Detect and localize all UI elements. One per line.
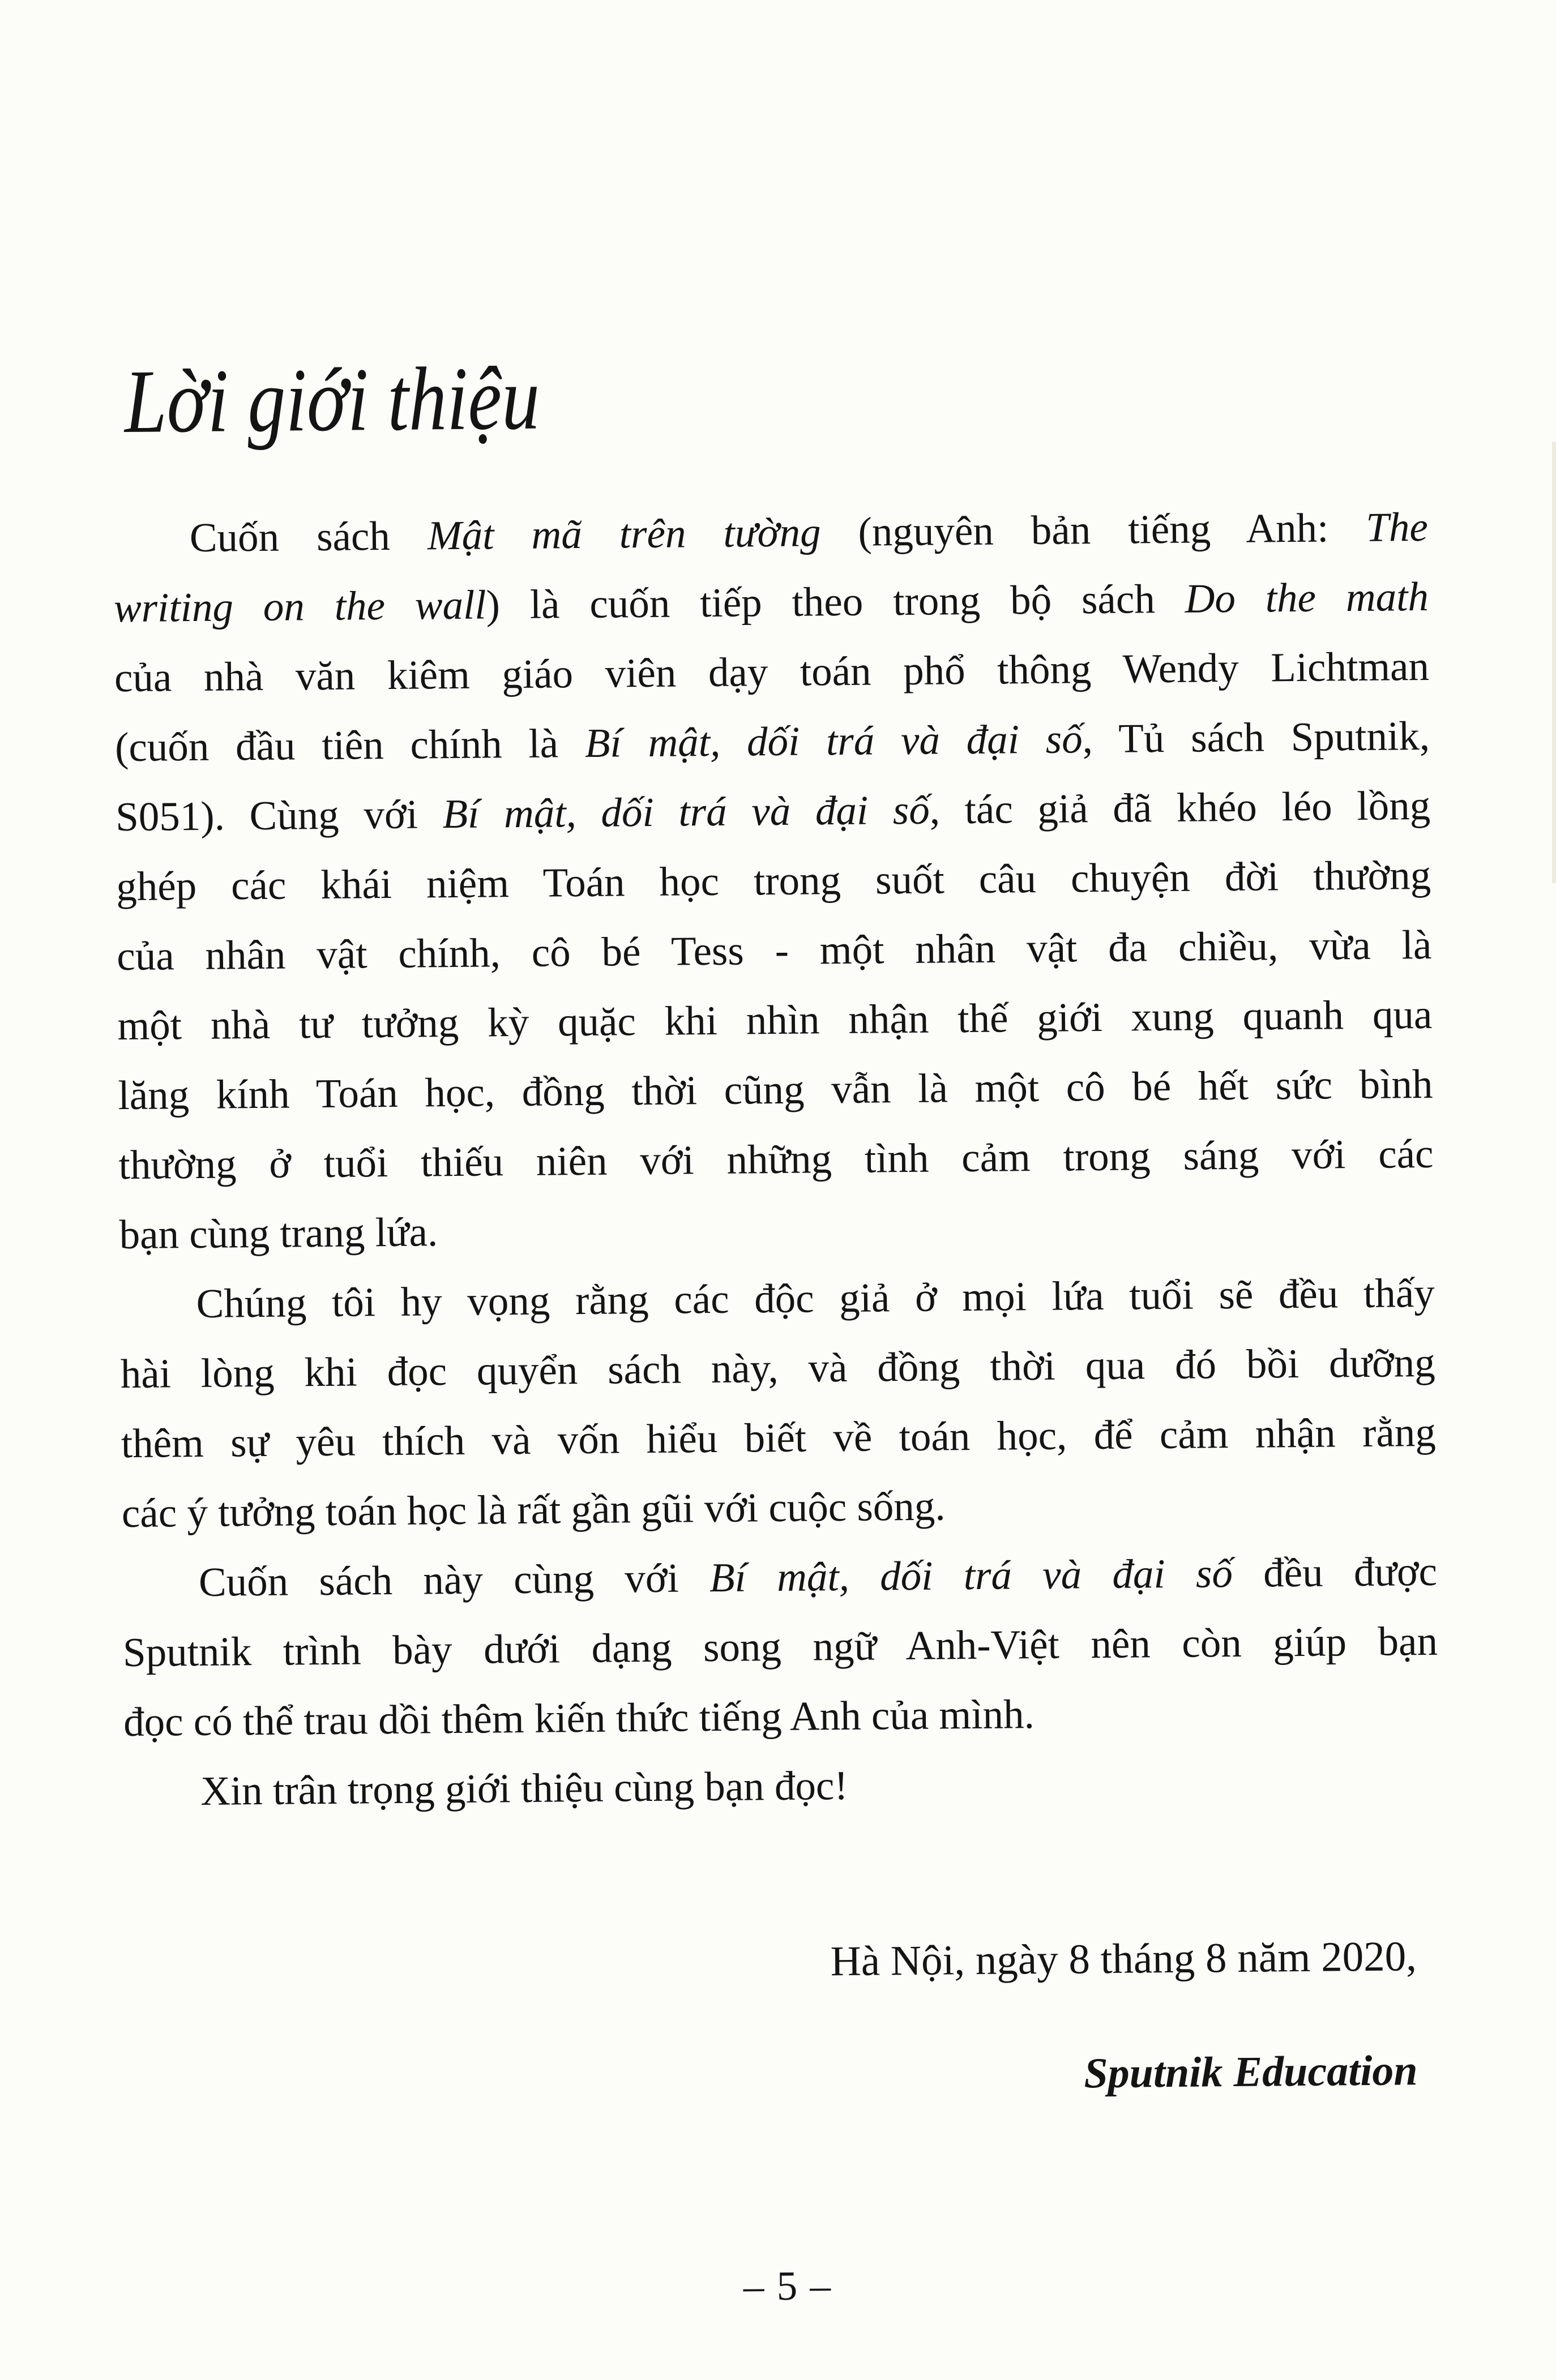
text-segment: Chúng tôi hy vọng rằng các độc giả ở mọi lứa tuổi sẽ đều thấy (196, 1269, 1435, 1326)
text-line (124, 1745, 1439, 1826)
text-segment: Cuốn sách này cùng với (198, 1555, 710, 1605)
text-line (119, 1188, 1434, 1269)
text-segment: của nhà văn kiêm giáo viên dạy toán phổ thông Wendy Lichtman (114, 643, 1430, 701)
text-line (122, 1536, 1437, 1617)
text-segment: các ý tưởng toán học là rất gần gũi với cuộc sống. (121, 1483, 946, 1536)
italic-text-segment: Bí mật, dối trá và đại số (442, 786, 930, 837)
text-segment: , tác giả đã khéo léo lồng (929, 782, 1431, 833)
text-line (113, 562, 1429, 643)
text-segment: S051). Cùng với (115, 791, 443, 840)
paragraph (122, 1536, 1438, 1757)
page-title-text: Lời giới thiệu (124, 347, 540, 452)
text-segment: thường ở tuổi thiếu niên với những tình cảm trong sáng với các (118, 1130, 1434, 1188)
text-line (121, 1397, 1436, 1478)
italic-text-segment: writing on the wall (113, 581, 486, 631)
italic-text-segment: Bí mật, dối trá và đại số (709, 1550, 1233, 1601)
text-line (117, 910, 1432, 991)
paragraph (124, 1745, 1439, 1826)
text-line (118, 1119, 1434, 1200)
text-line (121, 1467, 1437, 1548)
text-line (118, 1049, 1433, 1130)
italic-text-segment: Do the math (1185, 573, 1429, 622)
text-segment: hài lòng khi đọc quyển sách này, và đồng thời qua đó bồi dưỡng (120, 1339, 1436, 1397)
text-line (113, 492, 1428, 573)
text-segment: thêm sự yêu thích và vốn hiểu biết về toán học, để cảm nhận rằng (121, 1409, 1437, 1467)
text-segment: Cuốn sách (189, 512, 428, 561)
italic-text-segment: The (1365, 503, 1429, 550)
text-segment: Xin trân trọng giới thiệu cùng bạn đọc! (200, 1762, 849, 1814)
signature: Sputnik Education (1084, 2047, 1418, 2098)
scan-edge-artifact (1552, 442, 1556, 883)
text-segment: đọc có thể trau dồi thêm kiến thức tiếng Anh của mình. (123, 1691, 1035, 1745)
text-line (119, 1258, 1435, 1339)
text-segment: (nguyên bản tiếng Anh: (820, 504, 1366, 555)
text-line (115, 701, 1430, 782)
text-line (116, 840, 1431, 921)
text-segment: bạn cùng trang lứa. (119, 1209, 438, 1258)
text-segment: lăng kính Toán học, đồng thời cũng vẫn là một cô bé hết sức bình (118, 1060, 1433, 1119)
paragraph (119, 1258, 1437, 1548)
page-title (124, 338, 619, 460)
text-segment: , Tủ sách Sputnik, (1082, 712, 1430, 762)
text-line (123, 1676, 1439, 1757)
date-line: Hà Nội, ngày 8 tháng 8 năm 2020, (830, 1933, 1417, 1985)
text-segment: một nhà tư tưởng kỳ quặc khi nhìn nhận thế giới xung quanh qua (117, 991, 1433, 1049)
text-line (120, 1328, 1435, 1409)
text-segment: ) là cuốn tiếp theo trong bộ sách (486, 575, 1186, 628)
text-line (114, 631, 1430, 712)
text-line (116, 770, 1431, 851)
text-line (117, 979, 1433, 1060)
italic-text-segment: Bí mật, dối trá và đại số (584, 716, 1083, 766)
text-segment: (cuốn đầu tiên chính là (114, 720, 585, 770)
text-segment: của nhân vật chính, cô bé Tess - một nhân vật đa chiều, vừa là (116, 921, 1432, 979)
italic-text-segment: Mật mã trên tường (427, 509, 821, 559)
body-paragraphs (113, 492, 1439, 1826)
text-segment: ghép các khái niệm Toán học trong suốt câu chuyện đời thường (116, 851, 1431, 910)
paragraph (113, 492, 1434, 1269)
text-segment: đều được (1232, 1548, 1438, 1596)
text-segment: Sputnik trình bày dưới dạng song ngữ Anh-Việt nên còn giúp bạn (122, 1617, 1438, 1676)
page-number: – 5 – (743, 2262, 832, 2309)
text-line (123, 1606, 1438, 1687)
